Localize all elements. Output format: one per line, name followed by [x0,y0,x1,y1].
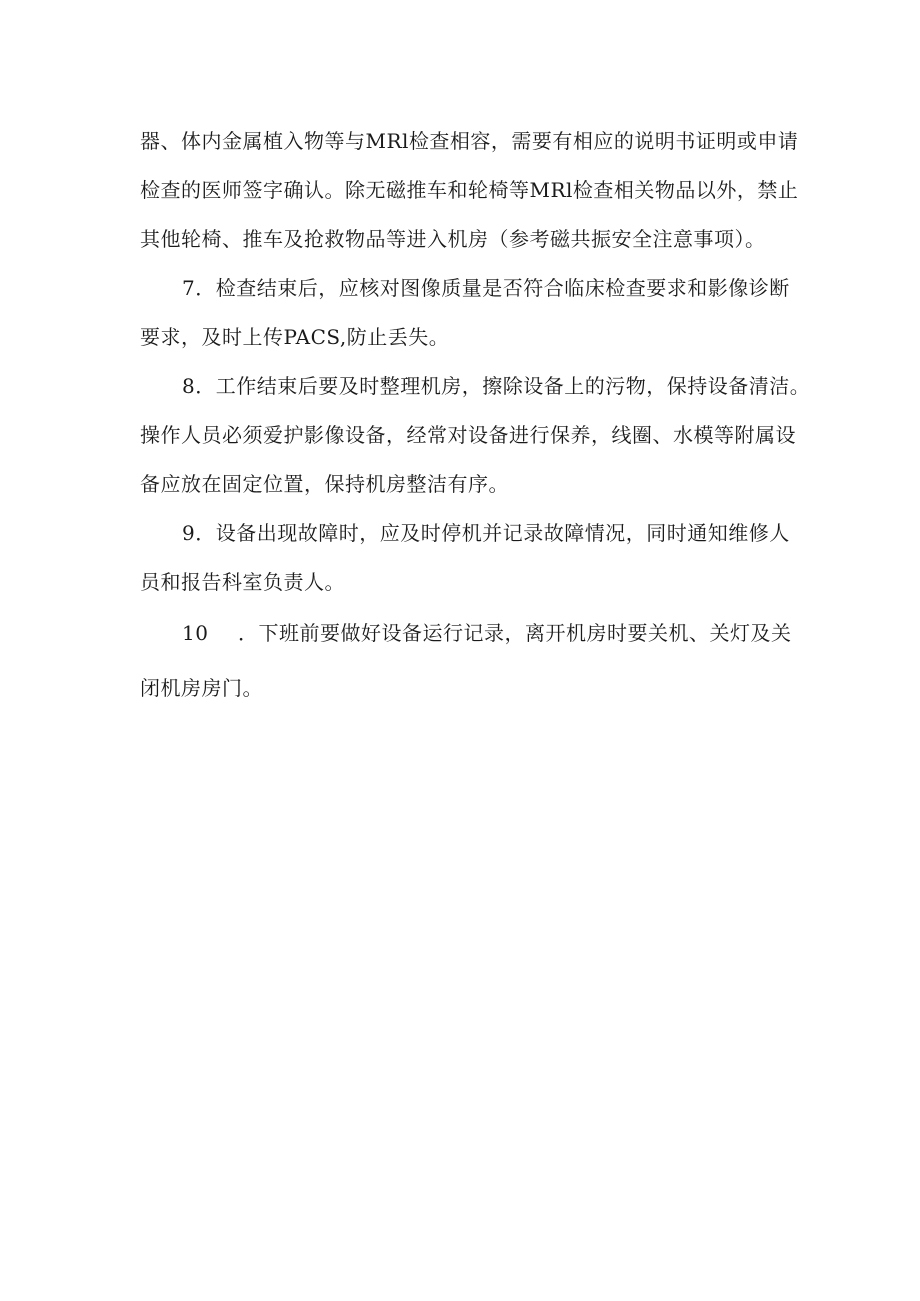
item-10-number: 10 [182,621,209,645]
paragraph-line: 其他轮椅、推车及抢救物品等进入机房（参考磁共振安全注意事项）。 [140,227,766,251]
item-9-line: 9．设备出现故障时，应及时停机并记录故障情况，同时通知维修人 [182,521,790,545]
item-8-line: 备应放在固定位置，保持机房整洁有序。 [140,472,509,496]
item-7-line: 要求，及时上传PACS,防止丢失。 [140,325,450,349]
item-8-line: 操作人员必须爱护影像设备，经常对设备进行保养，线圈、水模等附属设 [140,423,796,447]
item-9-line: 员和报告科室负责人。 [140,570,345,594]
item-8-line: 8．工作结束后要及时整理机房，擦除设备上的污物，保持设备清洁。 [182,374,811,398]
paragraph-line: 器、体内金属植入物等与MRl检查相容，需要有相应的说明书证明或申请 [140,129,799,153]
paragraph-line: 检查的医师签字确认。除无磁推车和轮椅等MRl检查相关物品以外，禁止 [140,178,799,202]
item-10-line: ．下班前要做好设备运行记录，离开机房时要关机、关灯及关 [238,621,792,645]
item-10-line: 闭机房房门。 [140,676,263,700]
item-7-line: 7．检查结束后，应核对图像质量是否符合临床检查要求和影像诊断 [182,276,790,300]
